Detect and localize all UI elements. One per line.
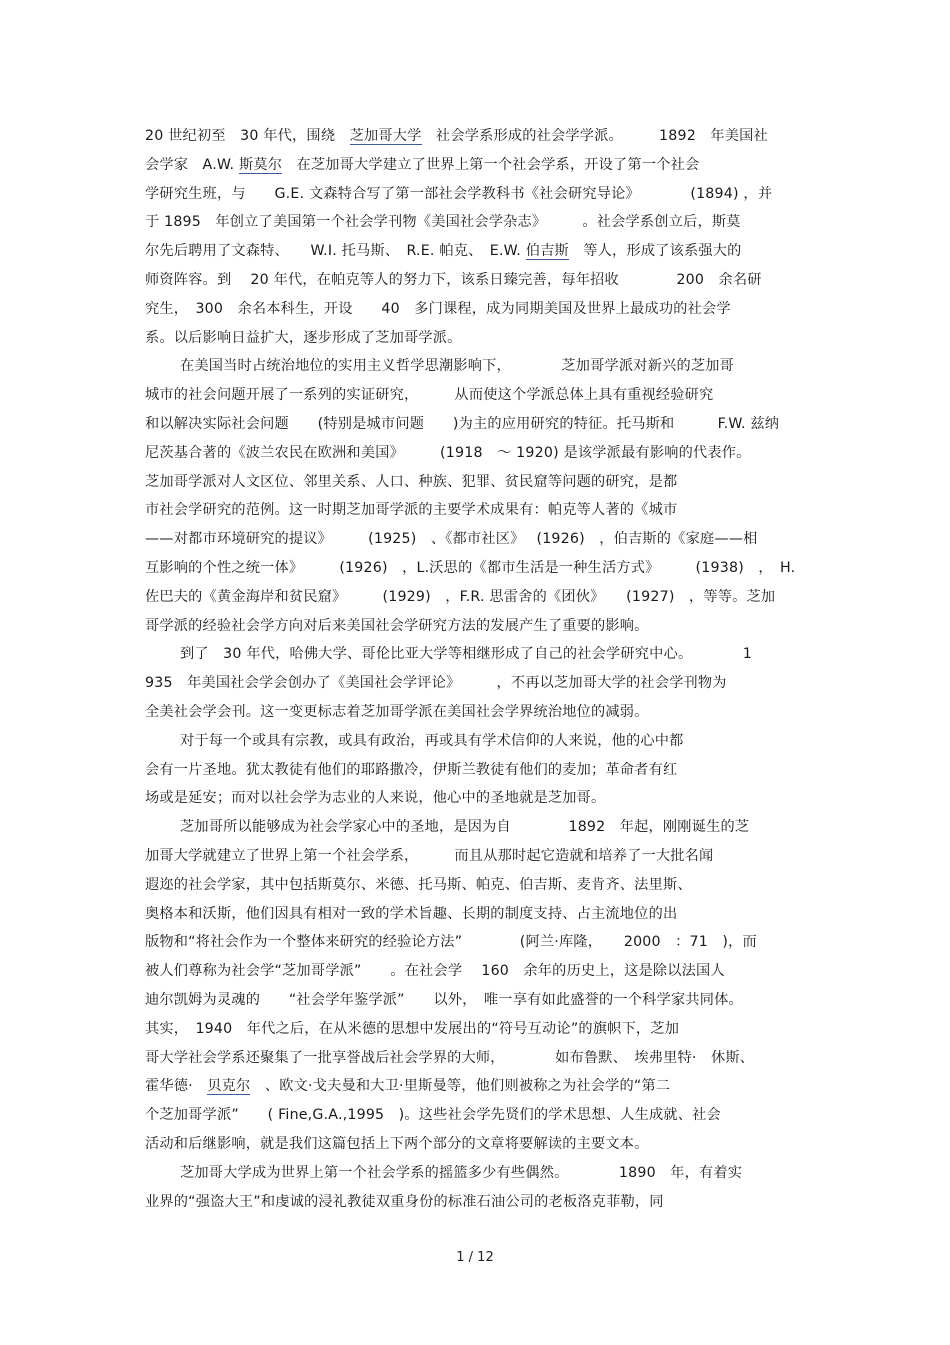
text-line [145, 529, 810, 549]
text-segment: 加哥大学就建立了世界上第一个社会学系， 而且从那时起它造就和培养了一大批名闻 [145, 848, 714, 864]
text-segment: 芝加哥大学成为世界上第一个社会学系的摇篮多少有些偶然。 1890 年，有着实 [180, 1164, 743, 1181]
text-line [145, 760, 810, 780]
text-line [180, 817, 810, 837]
text-line [180, 644, 810, 664]
text-line [145, 270, 810, 290]
text-segment: 会有一片圣地。犹太教徒有他们的耶路撒冷，伊斯兰教徒有他们的麦加；革命者有红 [145, 761, 678, 778]
text-segment: 尼茨基合著的《波兰农民在欧洲和美国》 (1918 ～ 1920) 是该学派最有影响的代表作。 [145, 444, 751, 461]
text-line [145, 212, 810, 232]
text-segment: 师资阵容。到 20 年代，在帕克等人的努力下，该系日臻完善，每年招收 200 余名研 [145, 272, 762, 288]
text-segment: 在芝加哥大学建立了世界上第一个社会学系，开设了第一个社会 [282, 156, 700, 173]
hyperlink[interactable]: 斯莫尔 [238, 156, 283, 173]
text-line [145, 961, 810, 981]
text-line [145, 443, 810, 463]
text-segment: 系。以后影响日益扩大，逐步形成了芝加哥学派。 [145, 329, 462, 346]
text-line [145, 932, 810, 952]
text-line [145, 299, 810, 319]
text-line [145, 500, 810, 520]
text-line [145, 155, 810, 175]
text-segment: 尔先后聘用了文森特、 W.I. 托马斯、 R.E. 帕克、 E.W. [145, 243, 526, 260]
text-line [145, 472, 810, 492]
text-line [145, 1105, 810, 1125]
text-segment: 会学家 A.W. [145, 156, 239, 173]
text-segment: 到了 30 年代，哈佛大学、哥伦比亚大学等相继形成了自己的社会学研究中心。 1 [180, 646, 753, 663]
text-segment: 于 1895 年创立了美国第一个社会学刊物《美国社会学杂志》 。社会学系创立后，斯莫 [145, 214, 741, 231]
text-segment: 20 世纪初至 30 年代，围绕 [145, 128, 350, 144]
text-line [145, 788, 810, 808]
text-segment: 哥大学社会学系还聚集了一批享誉战后社会学界的大师， 如布鲁默、 埃弗里特· 休斯、 [145, 1049, 755, 1066]
text-segment: 霍华德· [145, 1078, 208, 1095]
text-line [145, 385, 810, 405]
text-line [180, 356, 810, 376]
text-line [145, 1019, 810, 1039]
text-line [145, 846, 810, 866]
text-segment: 在美国当时占统治地位的实用主义哲学思潮影响下， 芝加哥学派对新兴的芝加哥 [180, 358, 735, 375]
text-line [180, 1163, 810, 1183]
text-line [145, 616, 810, 636]
text-line [145, 558, 810, 578]
text-segment: 互影响的个性之统一体》 (1926) ，L.沃思的《都市生活是一种生活方式》 (1938) ， H. [145, 560, 796, 576]
hyperlink[interactable]: 伯吉斯 [525, 243, 569, 260]
hyperlink[interactable]: 贝克尔 [207, 1078, 251, 1095]
text-segment: 其实， 1940 年代之后，在从米德的思想中发展出的“符号互动论”的旗帜下，芝加 [145, 1020, 680, 1037]
text-segment: 芝加哥所以能够成为社会学家心中的圣地，是因为自 1892 年起，刚刚诞生的芝 [180, 819, 750, 836]
text-segment: ——对都市环境研究的提议》 (1925) 、《都市社区》 (1926) ，伯吉斯的《家庭——相 [145, 531, 758, 548]
text-segment: 对于每一个或具有宗教，或具有政治，再或具有学术信仰的人来说，他的心中都 [180, 732, 684, 749]
text-line [180, 731, 810, 751]
text-segment: 业界的“强盗大王”和虔诚的浸礼教徒双重身份的标准石油公司的老板洛克菲勒，同 [145, 1193, 664, 1210]
text-segment: 遐迩的社会学家，其中包括斯莫尔、米德、托马斯、帕克、伯吉斯、麦肯齐、法里斯、 [145, 876, 692, 893]
text-segment: 场或是延安；而对以社会学为志业的人来说，他心中的圣地就是芝加哥。 [145, 790, 606, 807]
text-line [145, 875, 810, 895]
text-line [145, 587, 810, 607]
text-segment: 935 年美国社会学会创办了《美国社会学评论》 ，不再以芝加哥大学的社会学刊物为 [145, 675, 727, 692]
text-line [145, 126, 810, 146]
text-segment: 哥学派的经验社会学方向对后来美国社会学研究方法的发展产生了重要的影响。 [145, 617, 649, 634]
text-line [145, 414, 810, 434]
text-line [145, 904, 810, 924]
text-line [145, 990, 810, 1010]
text-line [145, 328, 810, 348]
text-segment: 究生， 300 余名本科生，开设 40 多门课程，成为同期美国及世界上最成功的社会学 [145, 300, 731, 317]
text-segment: 城市的社会问题开展了一系列的实证研究， 从而使这个学派总体上具有重视经验研究 [145, 387, 714, 404]
text-segment: 奥格本和沃斯，他们因具有相对一致的学术旨趣、长期的制度支持、占主流地位的出 [145, 905, 678, 922]
text-line [145, 1192, 810, 1212]
text-line [145, 702, 810, 722]
text-segment: 迪尔凯姆为灵魂的 “社会学年鉴学派” 以外， 唯一享有如此盛誉的一个科学家共同体。 [145, 992, 743, 1008]
text-segment: 芝加哥学派对人文区位、邻里关系、人口、种族、犯罪、贫民窟等问题的研究，是都 [145, 473, 678, 490]
text-segment: 和以解决实际社会问题 (特别是城市问题 )为主的应用研究的特征。托马斯和 F.W. 兹纳 [145, 416, 780, 432]
text-segment: 、欧文·戈夫曼和大卫·里斯曼等，他们则被称之为社会学的“第二 [250, 1078, 671, 1095]
page-number: 1 / 12 [456, 1250, 494, 1265]
text-segment: 版物和“将社会作为一个整体来研究的经验论方法” (阿兰·库隆， 2000 ：71 )，而 [145, 934, 757, 951]
text-line [145, 1134, 810, 1154]
text-segment: 市社会学研究的范例。这一时期芝加哥学派的主要学术成果有：帕克等人著的《城市 [145, 502, 678, 519]
text-segment: 全美社会学会刊。这一变更标志着芝加哥学派在美国社会学界统治地位的减弱。 [145, 704, 649, 720]
hyperlink[interactable]: 芝加哥大学 [349, 128, 422, 144]
text-segment: 社会学系形成的社会学学派。 1892 年美国社 [421, 128, 768, 144]
text-line [145, 1076, 810, 1096]
text-segment: 佐巴夫的《黄金海岸和贫民窟》 (1929) ，F.R. 思雷舍的《团伙》 (1927) ，等等。芝加 [145, 588, 776, 605]
text-line [145, 184, 810, 204]
text-segment: 被人们尊称为社会学“芝加哥学派” 。在社会学 160 余年的历史上，这是除以法国人 [145, 963, 725, 980]
text-line [145, 1048, 810, 1068]
text-line [145, 241, 810, 261]
text-segment: 活动和后继影响，就是我们这篇包括上下两个部分的文章将要解读的主要文本。 [145, 1136, 649, 1152]
text-segment: 等人，形成了该系强大的 [568, 243, 742, 260]
text-segment: 个芝加哥学派” ( Fine,G.A.,1995 )。这些社会学先贤们的学术思想、人生成就、社会 [145, 1107, 721, 1124]
text-segment: 学研究生班，与 G.E. 文森特合写了第一部社会学教科书《社会研究导论》 (1894) ，并 [145, 185, 773, 202]
text-line [145, 673, 810, 693]
